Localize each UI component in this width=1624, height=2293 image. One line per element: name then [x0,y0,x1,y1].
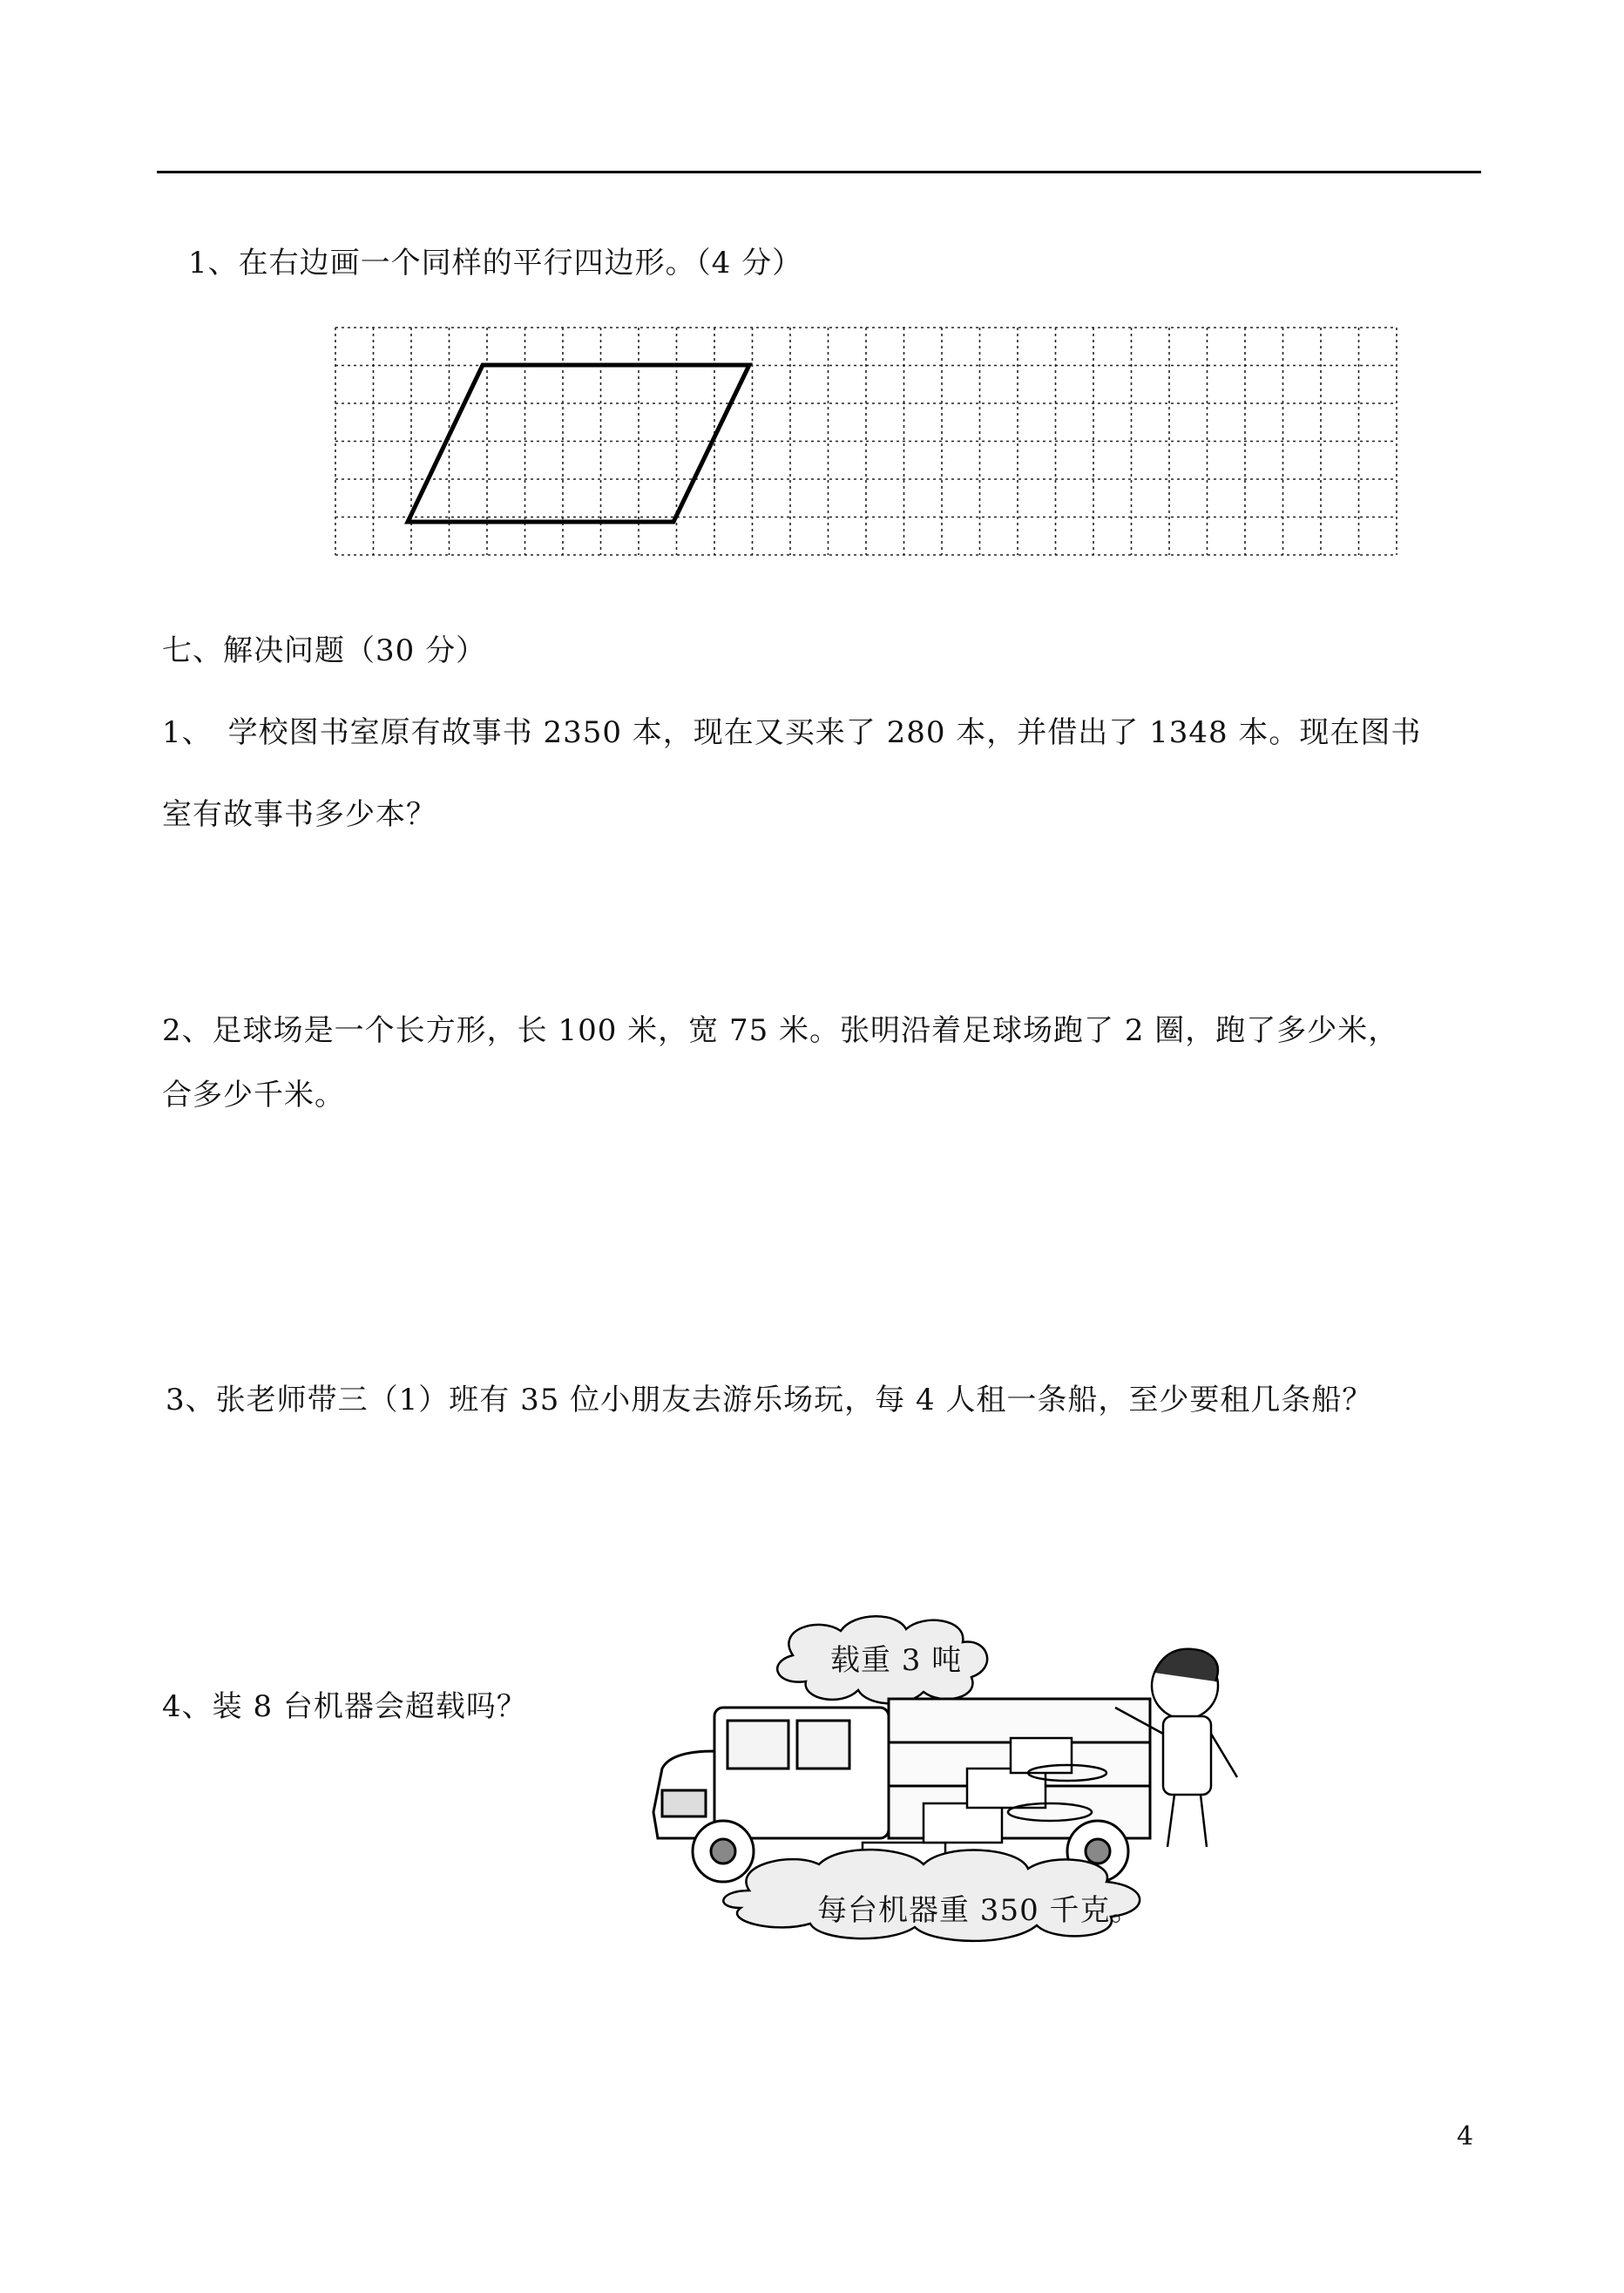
problem-2-line-2: 合多少千米。 [162,1078,345,1113]
truck-illustration [645,1612,1289,1946]
parallelogram-shape [408,365,749,522]
ground-bubble-text: 每台机器重 350 千克。 [817,1893,1141,1928]
problem-3: 3、张老师带三（1）班有 35 位小朋友去游乐场玩，每 4 人租一条船，至少要租几条船？ [166,1383,1373,1417]
drawing-question-1: 1、在右边画一个同样的平行四边形。（4 分） [188,246,803,281]
problem-2-line-1: 2、足球场是一个长方形，长 100 米，宽 75 米。张明沿着足球场跑了 2 圈，跑了多少米， [162,1013,1399,1048]
header-rule [157,171,1481,173]
truck-bubble-text: 载重 3 吨 [830,1643,963,1678]
problem-1-line-2: 室有故事书多少本？ [162,797,436,832]
problem-4: 4、装 8 台机器会超载吗？ [162,1689,527,1724]
dotted-grid [334,326,1404,565]
page-number: 4 [1457,2121,1474,2152]
section-heading: 七、解决问题（30 分） [162,633,487,668]
problem-1-line-1: 1、 学校图书室原有故事书 2350 本，现在又买来了 280 本，并借出了 1348 本。现在图书 [162,715,1422,750]
